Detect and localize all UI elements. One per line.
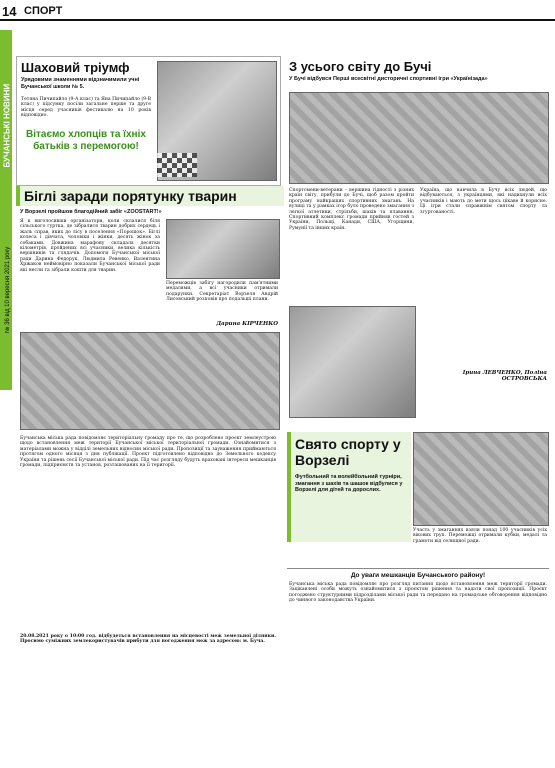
games-authors: Ірина ЛЕВЧЕНКО, Поліна ОСТРОВСЬКА [462, 370, 547, 382]
buchi-photo-athletes [289, 92, 549, 184]
animals-body: Я к виголосивши організатори, коли склалися біля сільського гуртка, де зібралися тварин добрих сердець і жаль справ, яких до лісу в поселення «Порошок». Біглі колеса і дівчата, чоловіки і жінки, десять жінок за собаками. Довжина марафону складала десятки кілометрів, пройдених всі учасники, велика кількість вершників та глядачів. Допомоги Бучанської міської ради Дарина Федорук, Людмила Ревенко, Валентина Хржаков неймовірно показали Бучанської міської ради які несли та зібрали кошти для тварин. [20, 219, 160, 273]
holiday-body: Участь у змаганнях взяли понад 100 учасників усіх вікових груп. Переможці отримали кубки, медалі та грамоти від селищної ради. [413, 528, 547, 544]
animals-photo-group [20, 332, 280, 430]
header-rule [0, 19, 555, 21]
chess-body: Тетяна Пичипайло (9-А клас) та Яна Пичипайло (9-В клас) у підсумку посіли загальне перше та друге місця серед учасників фестивалю на 10 років відповідно. [21, 97, 151, 119]
animals-title: Біглі заради порятунку тварин [24, 188, 237, 204]
decision-body: Бучанська міська рада повідомляє про розгляд питання щодо встановлення меж території громади. Зацікавлені особи можуть ознайомитися з проєктом рішення та надати свої пропозиції. Проєкт погоджено структурними підрозділами міської ради та передано на громадське обговорення відповідно до чинного законодавства України. [289, 582, 547, 604]
page-number: 14 [2, 4, 17, 19]
holiday-title: Свято спорту у Ворзелі [295, 436, 401, 468]
games-photo [289, 306, 416, 418]
chess-slogan: Вітаємо хлопців та їхніх батьків з перемогою! [26, 129, 146, 152]
animals-author: Дарина КІРЧЕНКО [216, 321, 278, 327]
decision-article [287, 568, 549, 663]
animals-body-2: Переможців забігу нагородили пам'ятними медалями, а всі учасники отримали подарунки. Секретаріат Ворзеля Андрій Лисовський розповів про подальші плани. [166, 281, 278, 303]
buchi-lead: У Бучі відбувся Перші всесвітні дисторичні спортивні ігри «Українізада» [289, 76, 488, 82]
bottom-left-article [16, 434, 280, 658]
animals-article [16, 186, 280, 430]
buchi-article [287, 56, 549, 184]
newspaper-name: БУЧАНСЬКІ НОВИНИ [2, 83, 12, 168]
decision-title: До уваги мешканців Бучанського району! [350, 572, 486, 579]
games-body-2: Україна, що навчила в Бучу всіх людей, що відбуваються, з українцями, які надихнули всіх учасників і мають до мети щось цікаве й корисне. Ці ігри стали справжнім святом спорту та згуртованості. [420, 188, 547, 215]
chess-title: Шаховий тріумф [21, 60, 130, 75]
issue-date: № 36 від 10 вересня 2021 року [5, 246, 11, 333]
holiday-article [287, 432, 549, 567]
games-body: Спортсмени-ветерани – вершина гідності з різних країн світу, прибули до Бучі, щоб разом пройти програму найкращих спортивних змагань. На вулиці та у рамках ігор було проведено змагання з легкої атлетики, стрільби, шахів та плавання. Спортивний комплекс громади прийняв гостей з України, Польщі, Канади, США, Угорщини, Румунії та інших країн. [289, 188, 414, 231]
section-title: СПОРТ [24, 5, 63, 17]
bottom-left-body: Бучанська міська рада повідомляє територіальну громаду про те, що розроблено проєкт землеустрою щодо встановлення меж території Бучанської міської територіальної громади. Ознайомитися з матеріалами можна у відділі земельних відносин міської ради. Пропозиції та зауваження приймаються протягом одного місяця з дня публікації. Проєкт підготовлено відповідно до Земельного кодексу України та рішень сесії Бучанської міської ради. Під час розгляду будуть враховані інтереси мешканців громади, підприємств та установ, розташованих на її території. [20, 436, 276, 469]
chess-board-decoration [157, 153, 197, 177]
buchi-title: З усього світу до Бучі [289, 59, 432, 74]
bottom-left-notice: 20.08.2021 року о 10:00 год. відбудеться встановлення на місцевості меж земельної ділянки. Просимо суміжних землекористувачів прибути для погодження меж за адресою: м. Буча. [20, 634, 276, 645]
holiday-lead: Футбольний та волейбольний турніри, змагання з шахів та шашок відбулися у Ворзелі для дітей та дорослих. [295, 474, 403, 494]
games-article [287, 186, 549, 430]
chess-article [16, 56, 281, 186]
chess-lead: Урядовими знаменнями відзначимили учні Бучанської школи № 5. [21, 77, 140, 90]
animals-lead: У Ворзелі пройшов благодійний забіг «ZOOSTART!» [20, 209, 162, 215]
animals-photo-dog [166, 219, 280, 279]
holiday-photo [413, 432, 549, 526]
